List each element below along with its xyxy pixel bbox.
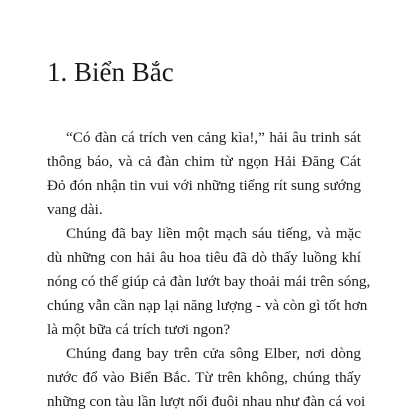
paragraph-1-line-3: Đỏ đón nhận tin vui với những tiếng rít sung sướng: [47, 177, 361, 194]
paragraph-3-line-2: nước đổ vào Biển Bắc. Từ trên không, chúng thấy: [47, 369, 361, 386]
paragraph-2-line-3: nóng có thể giúp cả đàn lướt bay thoải mái trên sóng,: [47, 273, 371, 290]
paragraph-2-line-4: chúng vẫn cần nạp lại năng lượng - và còn gì tốt hơn: [47, 297, 368, 314]
paragraph-1-line-4: vang dài.: [47, 201, 103, 218]
paragraph-1-line-1: “Có đàn cá trích ven cảng kìa!,” hải âu trinh sát: [66, 129, 361, 146]
paragraph-3-line-3: những con tàu lần lượt nối đuôi nhau như đàn cá voi: [47, 393, 366, 410]
paragraph-1-line-2: thông báo, và cả đàn chim từ ngọn Hải Đăng Cát: [47, 153, 361, 170]
chapter-title: 1. Biển Bắc: [47, 57, 174, 87]
paragraph-2-line-1: Chúng đã bay liền một mạch sáu tiếng, và mặc: [66, 225, 361, 242]
paragraph-2-line-2: dù những con hải âu hoa tiêu đã dò thấy luồng khí: [47, 249, 361, 266]
paragraph-3-line-1: Chúng đang bay trên cửa sông Elber, nơi dòng: [66, 345, 361, 362]
paragraph-2-line-5: là một bữa cá trích tươi ngon?: [47, 321, 231, 338]
